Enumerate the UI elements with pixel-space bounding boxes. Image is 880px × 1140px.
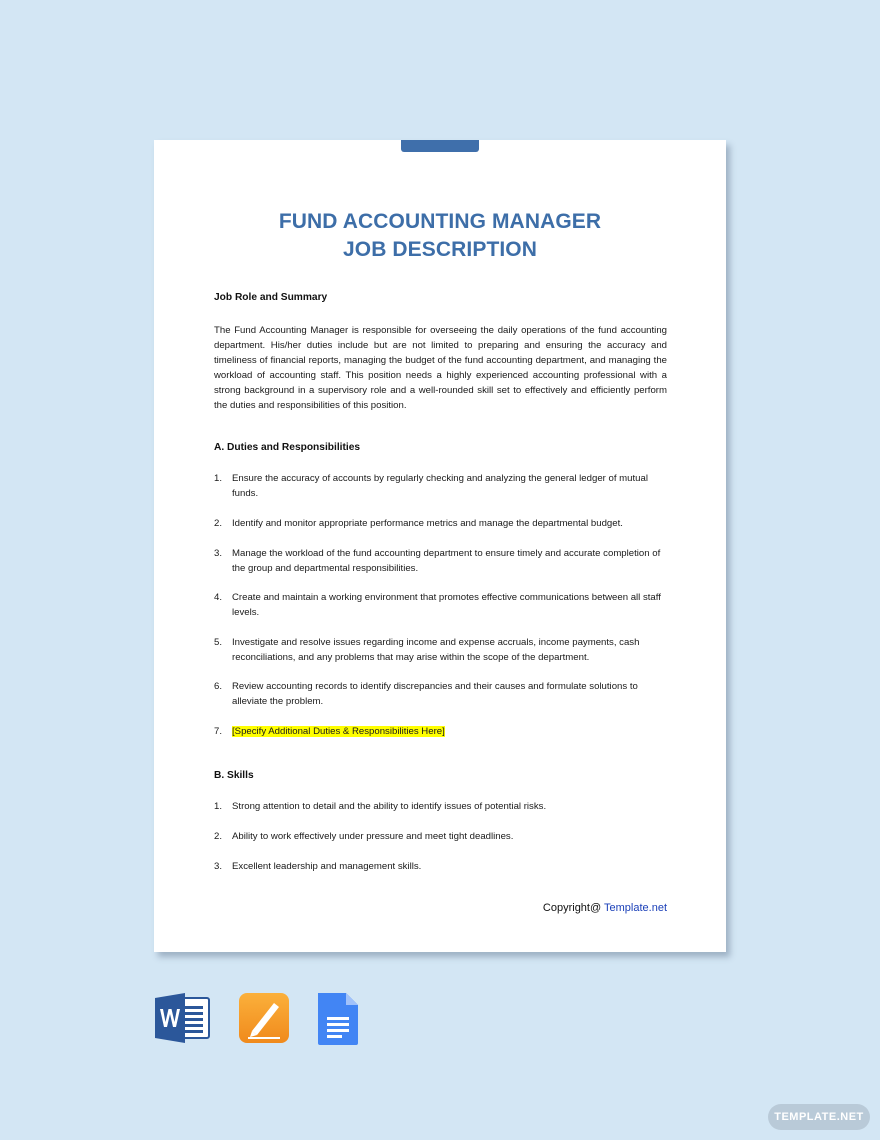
skill-number: 2. xyxy=(214,831,223,842)
duty-text: Investigate and resolve issues regarding income and expense accruals, income payments, cash reconciliations, and any problems that may arise within the scope of the department. xyxy=(232,637,640,663)
duty-number: 3. xyxy=(214,548,223,559)
skill-number: 3. xyxy=(214,861,223,872)
duty-item xyxy=(214,590,667,620)
duty-number: 1. xyxy=(214,473,223,484)
document-page xyxy=(154,140,726,952)
duties-heading: A. Duties and Responsibilities xyxy=(214,442,361,453)
title-line-1: FUND ACCOUNTING MANAGER xyxy=(278,210,602,233)
skill-item xyxy=(214,859,667,874)
skills-heading: B. Skills xyxy=(214,770,254,781)
placeholder-highlight[interactable]: [Specify Additional Duties & Responsibilities Here] xyxy=(232,726,445,737)
pages-icon[interactable] xyxy=(238,993,290,1048)
document-title xyxy=(154,208,726,264)
google-docs-icon[interactable] xyxy=(316,993,360,1050)
duty-number: 6. xyxy=(214,681,223,692)
duty-item xyxy=(214,635,667,665)
skill-number: 1. xyxy=(214,801,223,812)
duty-text: Ensure the accuracy of accounts by regularly checking and analyzing the general ledger of mutual funds. xyxy=(232,473,648,499)
copyright xyxy=(543,902,667,914)
duty-number: 4. xyxy=(214,592,223,603)
duty-item xyxy=(214,546,667,576)
duty-number: 2. xyxy=(214,518,223,529)
skill-text: Strong attention to detail and the ability to identify issues of potential risks. xyxy=(232,801,547,812)
skill-item xyxy=(214,829,667,844)
template-net-badge[interactable]: TEMPLATE.NET xyxy=(768,1104,870,1130)
document-tab xyxy=(401,140,479,152)
summary-paragraph: The Fund Accounting Manager is responsible for overseeing the daily operations of the fund accounting department. His/her duties include but are not limited to preparing and ensuring the accuracy and timeliness of financial reports, managing the budget of the fund accounting department, and managing the workload of accounting staff. This position needs a highly experienced accounting professional with a strong background in a supervisory role and a well-rounded skill set to effectively and efficiently perform the duties and responsibilities of this position. xyxy=(214,325,667,411)
skill-text: Ability to work effectively under pressure and meet tight deadlines. xyxy=(232,831,514,842)
skill-item xyxy=(214,799,667,814)
word-icon[interactable] xyxy=(155,993,211,1048)
duty-text: Manage the workload of the fund accounting department to ensure timely and accurate completion of the group and departmental responsibilities. xyxy=(232,548,661,574)
duty-item xyxy=(214,679,667,709)
duty-number: 7. xyxy=(214,726,223,737)
duty-item xyxy=(214,724,667,739)
duty-item xyxy=(214,471,667,501)
duty-text: Identify and monitor appropriate performance metrics and manage the departmental budget. xyxy=(232,518,623,529)
duty-item xyxy=(214,516,667,531)
role-heading: Job Role and Summary xyxy=(214,292,328,303)
duty-text: Review accounting records to identify discrepancies and their causes and formulate solutions to alleviate the problem. xyxy=(232,681,638,707)
duty-text: Create and maintain a working environment that promotes effective communications between all staff levels. xyxy=(232,592,661,618)
title-line-2: JOB DESCRIPTION xyxy=(342,238,538,261)
duty-number: 5. xyxy=(214,637,223,648)
skill-text: Excellent leadership and management skills. xyxy=(232,861,422,872)
copyright-link[interactable]: Template.net xyxy=(604,902,667,914)
copyright-label: Copyright@ xyxy=(542,902,605,914)
